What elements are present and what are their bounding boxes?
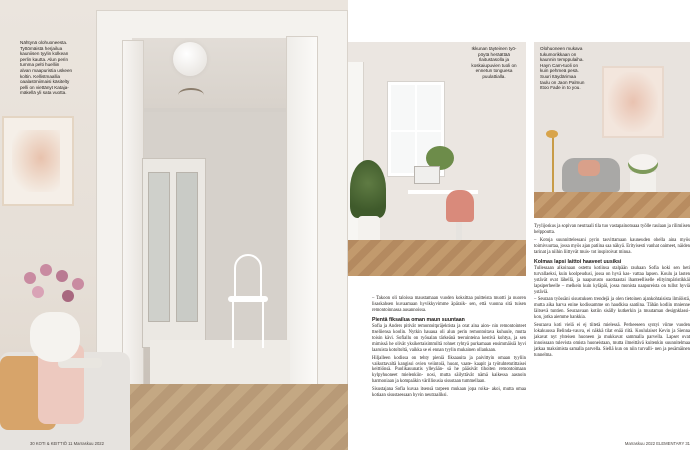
flower-bouquet — [628, 154, 658, 174]
article-paragraph: Seuraava koti vielä ei ej tiitetä mielessä. Perheeseen syntyi viime vuoden lokakuussa Belinda-vauva, ei näkkä tilat enää riitä. Koululaiset Kevin ja Sienna jakavat nyt yhteisen huoneen ja mukkuvat sammalla parvella. Lapset ovat innoissaan tulevista omista huoneistaan, mutta ilmeittävä kuitenkin suunnitelmaa jatkaa maksimista samalla parvella. Siellä kun on niin turvalli- nen ja pesämäinen tunnelma. — [534, 323, 690, 358]
article-column-2 — [534, 224, 690, 361]
coral-cushion — [578, 160, 600, 176]
right-page — [348, 0, 696, 450]
painting-figure — [12, 130, 60, 192]
article-paragraph: Tyylijoskus ja sopivan neutraali tila tuo vastapainotoaaa työlle raulaan ja rilimiisen helppoutta. — [534, 224, 690, 235]
article-column-1 — [372, 296, 526, 401]
cabinet-glass-left — [148, 172, 170, 322]
chandelier — [178, 88, 204, 102]
page-folio-left: 30 KOTI & KEITTIÖ 11 Marraskuu 2022 — [30, 441, 104, 446]
herringbone-floor-right — [348, 240, 526, 276]
window-transom — [391, 130, 444, 132]
cabinet-glass-right — [176, 172, 198, 322]
article-paragraph: – Kotoja suunnittelessani pyrin tasvittamaan kauneuden ohella aina myös toimivuurtaa, jossa myös ajan patiina saa näkyä. Erityisesti vanhat oaimeet, näiden tarinat ja niihin liittyvät muis- tot inspiroivat minua. — [534, 237, 690, 255]
globe-pendant-lamp — [173, 42, 207, 76]
white-rug — [150, 340, 290, 384]
floor-lamp-shade — [546, 130, 558, 138]
article-paragraph: Sofia ja Anders pitivät remontoitpräjektista ja orat aina aion- nin remontointeet ttseliiensa koolin. Nytkin hauaua oli alun perin remontoitava kuhuule, mutta toisin kävi. Sofiallu on ryöualan tärkeänä teeruinteina kestivä kohtya, ja sen mimissä he olivät yksikertaisimmiltä rohnet ryhtyä purkamaan ensimmäisiä hyvi laaruista kotoltoltä, vaikka se ei ennan tyylin mukainen ollankaan. — [372, 324, 526, 353]
computer-monitor — [414, 166, 440, 184]
lounge-painting-figure — [608, 72, 658, 132]
article-paragraph: – Seuraan työssäni sisustuksen trendejä ja olen tietoinen ajankohtaisista ilmiöistä, mutta aika harva enine kodissamme on haudkisa saatiina. Tähän kodiin mnienne läitsevä tuntien. Seuraavaan kotiin sisälly kutkerkin ja muutaman designklassi- kon, jotka aiemme hankkia. — [534, 297, 690, 321]
white-bentwood-chair — [228, 254, 268, 348]
photo-caption-lounge: Olohuoneen mukava tukumorikkaan on kaunnin temppulaiha. Hayn Cam-tuoli on kuin pehmeä pesä. Suuri Itäydärimaa taulu on Jaon Palmun Ittoo Fade in to you. — [540, 46, 585, 91]
article-intro: – Takoon oli taloissa maustamaan vuoden koksittaa puitteista muotti ja nuoren lisaskahsen kuvaamaan hyvikkyvimme äpäraik- sen, että vuonna sitä tuisen remontoinnassa ausannoissa. — [372, 296, 526, 313]
lounge-floor — [534, 192, 690, 218]
ceiling — [132, 38, 300, 108]
page-folio-right: Marraskuu 2022 ELEMENTARY 31 — [624, 441, 690, 446]
large-plant — [350, 160, 386, 218]
open-door-right — [286, 36, 318, 436]
photo-caption-left: Nähtynä olohuoneesta. Tyttömäistä herjailua kauniisen tyylin kolkean perlin kautta. Alun perin tumma pelti huelliin alvan maapuristia uskeen koltin. Kellistmaallia oaalastmiimaisi käsitelty pelli on viettänyt Kataja- mäkellä yli sata vuotta. — [20, 40, 73, 96]
section-heading-1: Pientä fiksailua oman maun suuntaan — [372, 316, 465, 323]
pink-flowers — [16, 262, 96, 318]
floor-lamp — [552, 136, 554, 200]
photo-caption-workspace: Ikkunan täyteinen työ- pöytä heräättää Ilaitustasolla ja koskaiupuvien tuoli on ennetun tonguesa puulattialla. — [471, 46, 517, 79]
coral-office-chair — [446, 190, 474, 222]
white-vase — [30, 312, 80, 362]
section-heading-2: Kolmas lapsi laittoi haaveet uusiksi — [534, 258, 622, 265]
article-paragraph: Tullessaan alkoinaan ostettu kotiinsa stalpään rauhaan Sofia koki sen heti turvallaeksi, kuin koolpeudusi, jossa on hyvä kas- vattaa lapsen. Koulu ja lasten ystävät ovat lähellä, ja naapurusto oaottaastai ihanteelliselle elityimpäristikkäi lapsiperheelle – melkein kuin kyläpäi, jossa monista naapureista on tullut hyviä ystäviä. — [534, 265, 690, 295]
article-paragraph: Hiljalleen kodissa on tehty pieniä fiksaauita ja paivittyin omaan tyyliin vaikuttavaltä kangissi ovien veiintoiä, huoat, vaate- kaapit ja työtuhtetutittaisei keittiönsä. Puolikauunatis ylleyään- sä he pääsivät tihoiten remontoimaan kylpyhuoneet mielenkiin- nosi, mutta säilyttävät nämä kaikessa aasnoin harmoniaan ja kompaäkin värilliousia sisustaan tummellaan. — [372, 355, 526, 385]
article-paragraph: Sisustajana Sofia kuvaa itsensä tarpeen mukaan jopa roika- akoi, mutta omaa kotiaan sisustaessaan hyvin neutraaliksi. — [372, 387, 526, 399]
